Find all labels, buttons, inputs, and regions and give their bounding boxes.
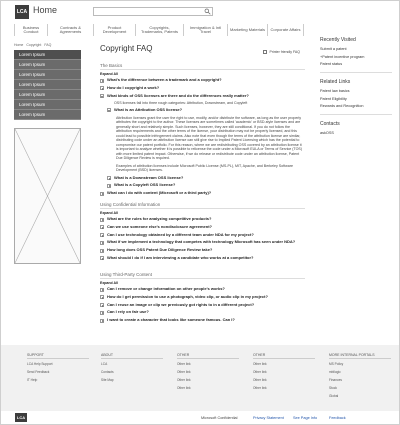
expand-arrow-icon[interactable] [107,184,111,188]
footer-heading: SUPPORT [27,353,89,359]
footer [1,345,399,411]
footer-link[interactable]: Other link [253,370,267,374]
footer-column-portals [329,353,391,402]
related-link[interactable]: Rewards and Recognition [320,104,364,108]
footer-column-support [27,353,89,386]
recent-link[interactable]: Patent status [320,62,343,66]
section-confidential [100,202,305,264]
recent-link[interactable]: Submit a patent [320,47,347,51]
faq-question-text: What kinds of OSS licenses are there and do the differences really matter? [107,92,249,98]
faq-question-text: What if we implement a technology that competes with technology Microsoft has seen under NDA? [107,239,296,245]
faq-question-text: How do I get permission to use a photograph, video clip, or audio clip in my project? [107,293,268,299]
bottom-bar [1,411,399,424]
feedback-link[interactable]: Feedback [329,416,346,420]
collapse-arrow-icon[interactable] [100,94,104,98]
expand-arrow-icon[interactable] [100,256,104,260]
confidential-label: Microsoft Confidential [201,416,238,420]
breadcrumb [14,43,51,47]
left-nav-header[interactable]: Lorem Ipsum [14,50,81,60]
nav-corporate-affairs[interactable]: Corporate Affairs [268,24,304,36]
expand-all-link[interactable]: Expand All [100,72,118,76]
section-title: The Basics [100,63,305,70]
faq-question[interactable] [100,191,305,196]
footer-logo[interactable]: LCA [16,415,26,420]
page-heading-home: Home [33,5,58,15]
left-nav-item[interactable]: Lorem Ipsum [14,90,81,100]
faq-question-text: What is a Downstream OSS license? [114,174,184,180]
faq-subquestion-open[interactable] [107,108,305,113]
faq-question-text: What's the difference between a trademark and a copyright? [107,77,222,82]
contact-link[interactable]: askOSS [320,131,334,135]
footer-link[interactable]: LCA Help Support [27,362,53,366]
expand-all-link[interactable]: Expand All [100,281,118,285]
nav-contracts[interactable]: Contracts & Agreements [48,24,94,36]
faq-question[interactable] [100,225,305,230]
section-title: Using Confidential Information [100,202,305,209]
footer-link[interactable]: Other link [177,378,191,382]
faq-answer-text: Examples of attribution licenses include Microsoft Public License (MS-PL), MIT, Apache, and Berkeley Software Development (BSD) licenses. [116,163,293,173]
faq-question[interactable] [100,78,305,83]
faq-question-text: Can I reuse an image or clip we previously got rights to in a different project? [107,301,255,307]
section-third-party [100,272,305,326]
footer-link[interactable]: Contacts [101,370,114,374]
nav-copyrights[interactable]: Copyrights, Trademarks, Patents [136,24,184,36]
contacts-title: Contacts [320,121,340,127]
search-input[interactable] [93,7,213,16]
faq-answer-text: Attribution licenses grant the user the right to use, modify, and/or distribute the software, as long as the user properly attributes the copyright to the author. These licenses are sometimes called 'academic' or BSD-style licenses and are generally short and relatively simple. Such licenses, however, they are still conditional. If you do not follow the attribution requirements and the other terms of the license, your distribution may not be properly licensed, and this could lead to possible infringement claims. Also note that even though the terms of the attribution license are similar, distributing code under an attribution license can still give rise to Implied Patent Licensing which has the potential to compromise our patent portfolio. For this reason, where we are redistributing OSS covered by an attribution license it is important to analyze whether it is possible to relicense the code under a Microsoft EULA or Terms of Service (TOS) with more limited patent impact. Otherwise, if we do release or redistribute code under an attribution license, Patent Due Diligence Review is required. [116,115,303,161]
faq-question-text: How do I copyright a work? [107,84,160,90]
left-nav-item[interactable]: Lorem Ipsum [14,60,81,70]
footer-link[interactable]: Other link [177,370,191,374]
expand-arrow-icon[interactable] [100,249,104,253]
faq-question[interactable] [100,303,305,308]
expand-arrow-icon[interactable] [107,176,111,180]
left-nav-item[interactable]: Lorem Ipsum [14,100,81,110]
nav-immigration[interactable]: Immigration & Intl Travel [184,24,228,36]
expand-arrow-icon[interactable] [100,319,104,323]
footer-link[interactable]: Stock [329,386,337,390]
related-link[interactable]: Patent Eligibility [320,96,347,101]
footer-heading: MORE INTERNAL PORTALS [329,353,391,359]
privacy-link[interactable]: Privacy Statement [253,416,284,420]
faq-question[interactable] [100,86,305,91]
breadcrumb-faq[interactable]: FAQ [44,43,52,47]
faq-question[interactable] [100,240,305,245]
footer-link[interactable]: Send Feedback [27,370,50,374]
expand-arrow-icon[interactable] [100,288,104,292]
faq-question-text: What should I do if I am interviewing a candidate who works at a competitor? [107,254,254,260]
footer-link[interactable]: Other link [253,362,267,366]
footer-link[interactable]: Site Map [101,378,114,382]
faq-question[interactable] [100,217,305,222]
left-nav-item[interactable]: Lorem Ipsum [14,70,81,80]
footer-link[interactable]: LCA [101,362,108,366]
expand-arrow-icon[interactable] [100,192,104,196]
footer-link[interactable]: MS Policy [329,362,344,366]
faq-question-text: Can I remove or change information on other people's works? [107,286,225,291]
search-icon[interactable] [204,8,211,15]
footer-column-about [101,353,163,386]
nav-business-conduct[interactable]: Business Conduct [14,24,48,36]
faq-question-text: What is a Copyleft OSS license? [114,182,176,188]
expand-arrow-icon[interactable] [100,79,104,83]
faq-question-text: Can I use technology obtained by a different team under NDA for my project? [107,231,254,237]
faq-subquestion[interactable] [107,183,305,188]
faq-question-text: What is an Attribution OSS license? [114,106,183,112]
section-basics [100,63,305,199]
footer-link[interactable]: IT Help [27,378,38,382]
nav-product-development[interactable]: Product Development [94,24,136,36]
right-sidebar [320,37,392,139]
footer-link[interactable]: mbllogic [329,370,341,374]
left-nav-item[interactable]: Lorem Ipsum [14,110,81,120]
related-title: Related Links [320,79,351,85]
footer-column-other [253,353,315,394]
footer-heading: OTHER [177,353,239,359]
faq-question[interactable] [100,287,305,292]
lca-logo[interactable]: LCA [15,5,29,19]
footer-link[interactable]: Global [329,394,339,398]
left-nav-item[interactable]: Lorem Ipsum [14,80,81,90]
footer-heading: OTHER [253,353,315,359]
footer-link[interactable]: Other link [177,386,191,390]
footer-link[interactable]: Finances [329,378,342,382]
faq-subquestion[interactable] [107,176,305,181]
page-info-link[interactable]: See Page Info [293,416,318,420]
section-title: Using Third-Party Content [100,272,305,279]
faq-question-text: How long does OSS Patent Due Diligence Review take? [107,247,213,253]
nav-marketing[interactable]: Marketing Materials [228,24,268,36]
footer-link[interactable]: Other link [253,386,267,390]
image-placeholder [14,128,81,264]
expand-arrow-icon[interactable] [100,311,104,315]
header [1,1,399,21]
footer-heading: ABOUT [101,353,163,359]
footer-column-other [177,353,239,394]
contacts-block [320,114,392,135]
top-nav [14,24,304,36]
left-nav [14,50,81,120]
faq-question-text: What are the rules for analyzing competitive products? [107,216,212,221]
main-content [100,44,305,53]
faq-question-text: Can we use someone else's nondisclosure agreement? [107,223,212,229]
recent-link[interactable]: +Patent incentive program [320,54,365,59]
faq-question[interactable] [100,233,305,238]
footer-link[interactable]: Other link [253,378,267,382]
faq-question[interactable] [100,295,305,300]
expand-arrow-icon[interactable] [100,303,104,307]
faq-question[interactable] [100,248,305,253]
page-title: Copyright FAQ [100,44,153,53]
breadcrumb-copyright[interactable]: Copyright [26,43,42,47]
printer-friendly-toggle[interactable] [263,50,300,54]
faq-question[interactable] [100,310,305,315]
faq-question-text: I want to create a character that looks like someone famous. Can I? [107,317,235,323]
printer-checkbox[interactable] [263,50,267,54]
related-link[interactable]: Patent law basics [320,89,350,93]
collapse-arrow-icon[interactable] [107,108,111,112]
footer-link[interactable]: Other link [177,362,191,366]
faq-answer-intro: OSS licenses fall into three rough categories: Attribution, Downstream, and Copyleft [114,101,248,106]
expand-all-link[interactable]: Expand All [100,211,118,215]
faq-question-text: What can I do with content (Microsoft or a third party)? [107,190,212,196]
expand-arrow-icon[interactable] [100,225,104,229]
printer-label: Printer friendly FAQ [269,50,300,54]
expand-arrow-icon[interactable] [100,218,104,222]
expand-arrow-icon[interactable] [100,241,104,245]
faq-question-text: Can I rely on fair use? [107,309,149,315]
faq-question[interactable] [100,256,305,261]
expand-arrow-icon[interactable] [100,295,104,299]
expand-arrow-icon[interactable] [100,86,104,90]
faq-question-open[interactable] [100,94,305,99]
breadcrumb-home[interactable]: Home [14,43,24,47]
related-block [320,72,392,108]
recent-title: Recently Visited [320,37,356,43]
faq-question[interactable] [100,318,305,323]
expand-arrow-icon[interactable] [100,233,104,237]
